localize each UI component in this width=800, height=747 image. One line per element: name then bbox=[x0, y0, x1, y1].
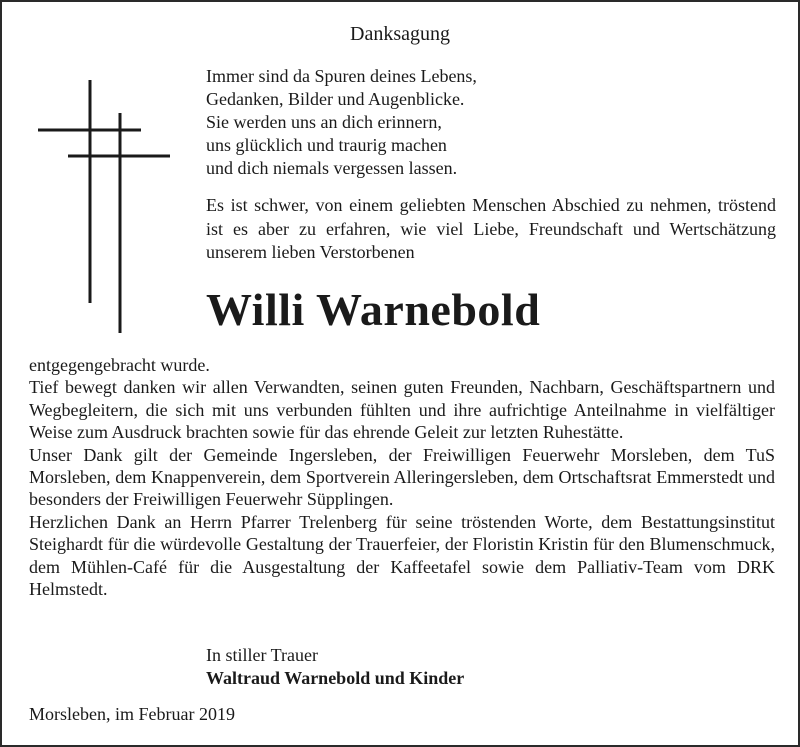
poem-line: Gedanken, Bilder und Augenblicke. bbox=[206, 89, 465, 109]
double-cross-icon bbox=[38, 80, 173, 335]
place-date: Morsleben, im Februar 2019 bbox=[29, 704, 235, 724]
body-paragraph: entgegengebracht wurde. bbox=[29, 355, 210, 375]
intro-text: Es ist schwer, von einem geliebten Menschen Abschied zu nehmen, tröstend ist es aber zu erfahren, wie viel Liebe, Freundschaft und Wertschätzung unserem lieben Verstorbenen bbox=[206, 195, 776, 262]
poem-line: Immer sind da Spuren deines Lebens, bbox=[206, 66, 477, 86]
signature-from: In stiller Trauer bbox=[206, 645, 318, 665]
signature-block bbox=[206, 644, 464, 690]
body-paragraph: Herzlichen Dank an Herrn Pfarrer Trelenberg für seine tröstenden Worte, dem Bestattungsinstitut Steighardt für die würdevolle Gestaltung der Trauerfeier, der Floristin Kristin für den Blumenschmuck, dem Mühlen-Café für die Ausgestaltung der Kaffeetafel sowie dem Palliativ-Team vom DRK Helmstedt. bbox=[29, 511, 775, 600]
poem-line: und dich niemals vergessen lassen. bbox=[206, 158, 458, 178]
body-paragraph: Tief bewegt danken wir allen Verwandten, seinen guten Freunden, Nachbarn, Geschäftspartnern und Wegbegleitern, die sich mit uns verbunden fühlten und ihre aufrichtige Anteilnahme in vielfältiger Weise zum Ausdruck brachten sowie für das ehrende Geleit zur letzten Ruhestätte. bbox=[29, 377, 775, 443]
notice-heading: Danksagung bbox=[350, 23, 450, 45]
deceased-name: Willi Warnebold bbox=[206, 284, 541, 335]
poem-line: uns glücklich und traurig machen bbox=[206, 135, 447, 155]
poem-line: Sie werden uns an dich erinnern, bbox=[206, 112, 442, 132]
body-paragraph: Unser Dank gilt der Gemeinde Ingersleben, der Freiwilligen Feuerwehr Morsleben, dem TuS Morsleben, dem Knappenverein, dem Sportverein Alleringersleben, dem Ortschaftsrat Emmerstedt und besonders der Freiwilligen Feuerwehr Süpplingen. bbox=[29, 444, 775, 510]
signature-signers: Waltraud Warnebold und Kinder bbox=[206, 668, 465, 688]
memorial-poem bbox=[206, 65, 477, 180]
thanks-body bbox=[29, 354, 775, 600]
